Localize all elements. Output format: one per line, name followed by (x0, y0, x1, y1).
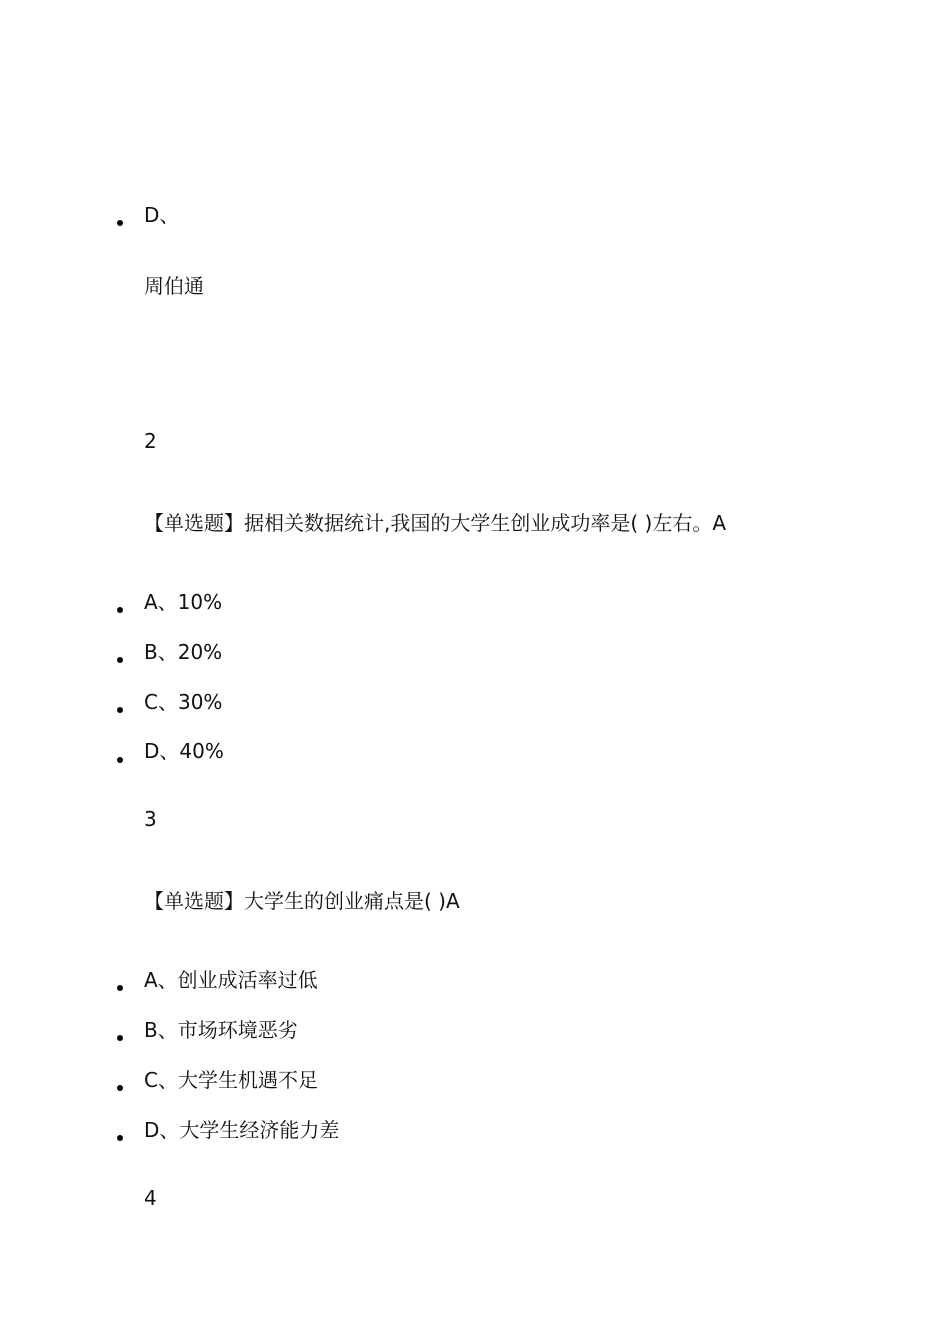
list-bullet (117, 707, 123, 713)
list-bullet (117, 1085, 123, 1091)
question-number: 3 (144, 807, 157, 831)
list-bullet (117, 1135, 123, 1141)
list-bullet (117, 985, 123, 991)
option-d-text: 周伯通 (144, 274, 204, 298)
question-stem: 【单选题】据相关数据统计,我国的大学生创业成功率是( )左右。A (144, 511, 727, 535)
option-a: A、创业成活率过低 (144, 968, 318, 992)
list-bullet (117, 757, 123, 763)
option-c: C、大学生机遇不足 (144, 1068, 318, 1092)
list-bullet (117, 607, 123, 613)
option-d-label: D、 (144, 203, 180, 227)
question-number: 4 (144, 1186, 157, 1210)
list-bullet (117, 657, 123, 663)
list-bullet (117, 220, 123, 226)
question-number: 2 (144, 429, 157, 453)
option-b: B、20% (144, 640, 223, 664)
list-bullet (117, 1035, 123, 1041)
option-a: A、10% (144, 590, 223, 614)
option-d: D、40% (144, 739, 224, 763)
option-d: D、大学生经济能力差 (144, 1118, 340, 1142)
option-c: C、30% (144, 690, 223, 714)
question-stem: 【单选题】大学生的创业痛点是( )A (144, 889, 460, 913)
option-b: B、市场环境恶劣 (144, 1018, 298, 1042)
